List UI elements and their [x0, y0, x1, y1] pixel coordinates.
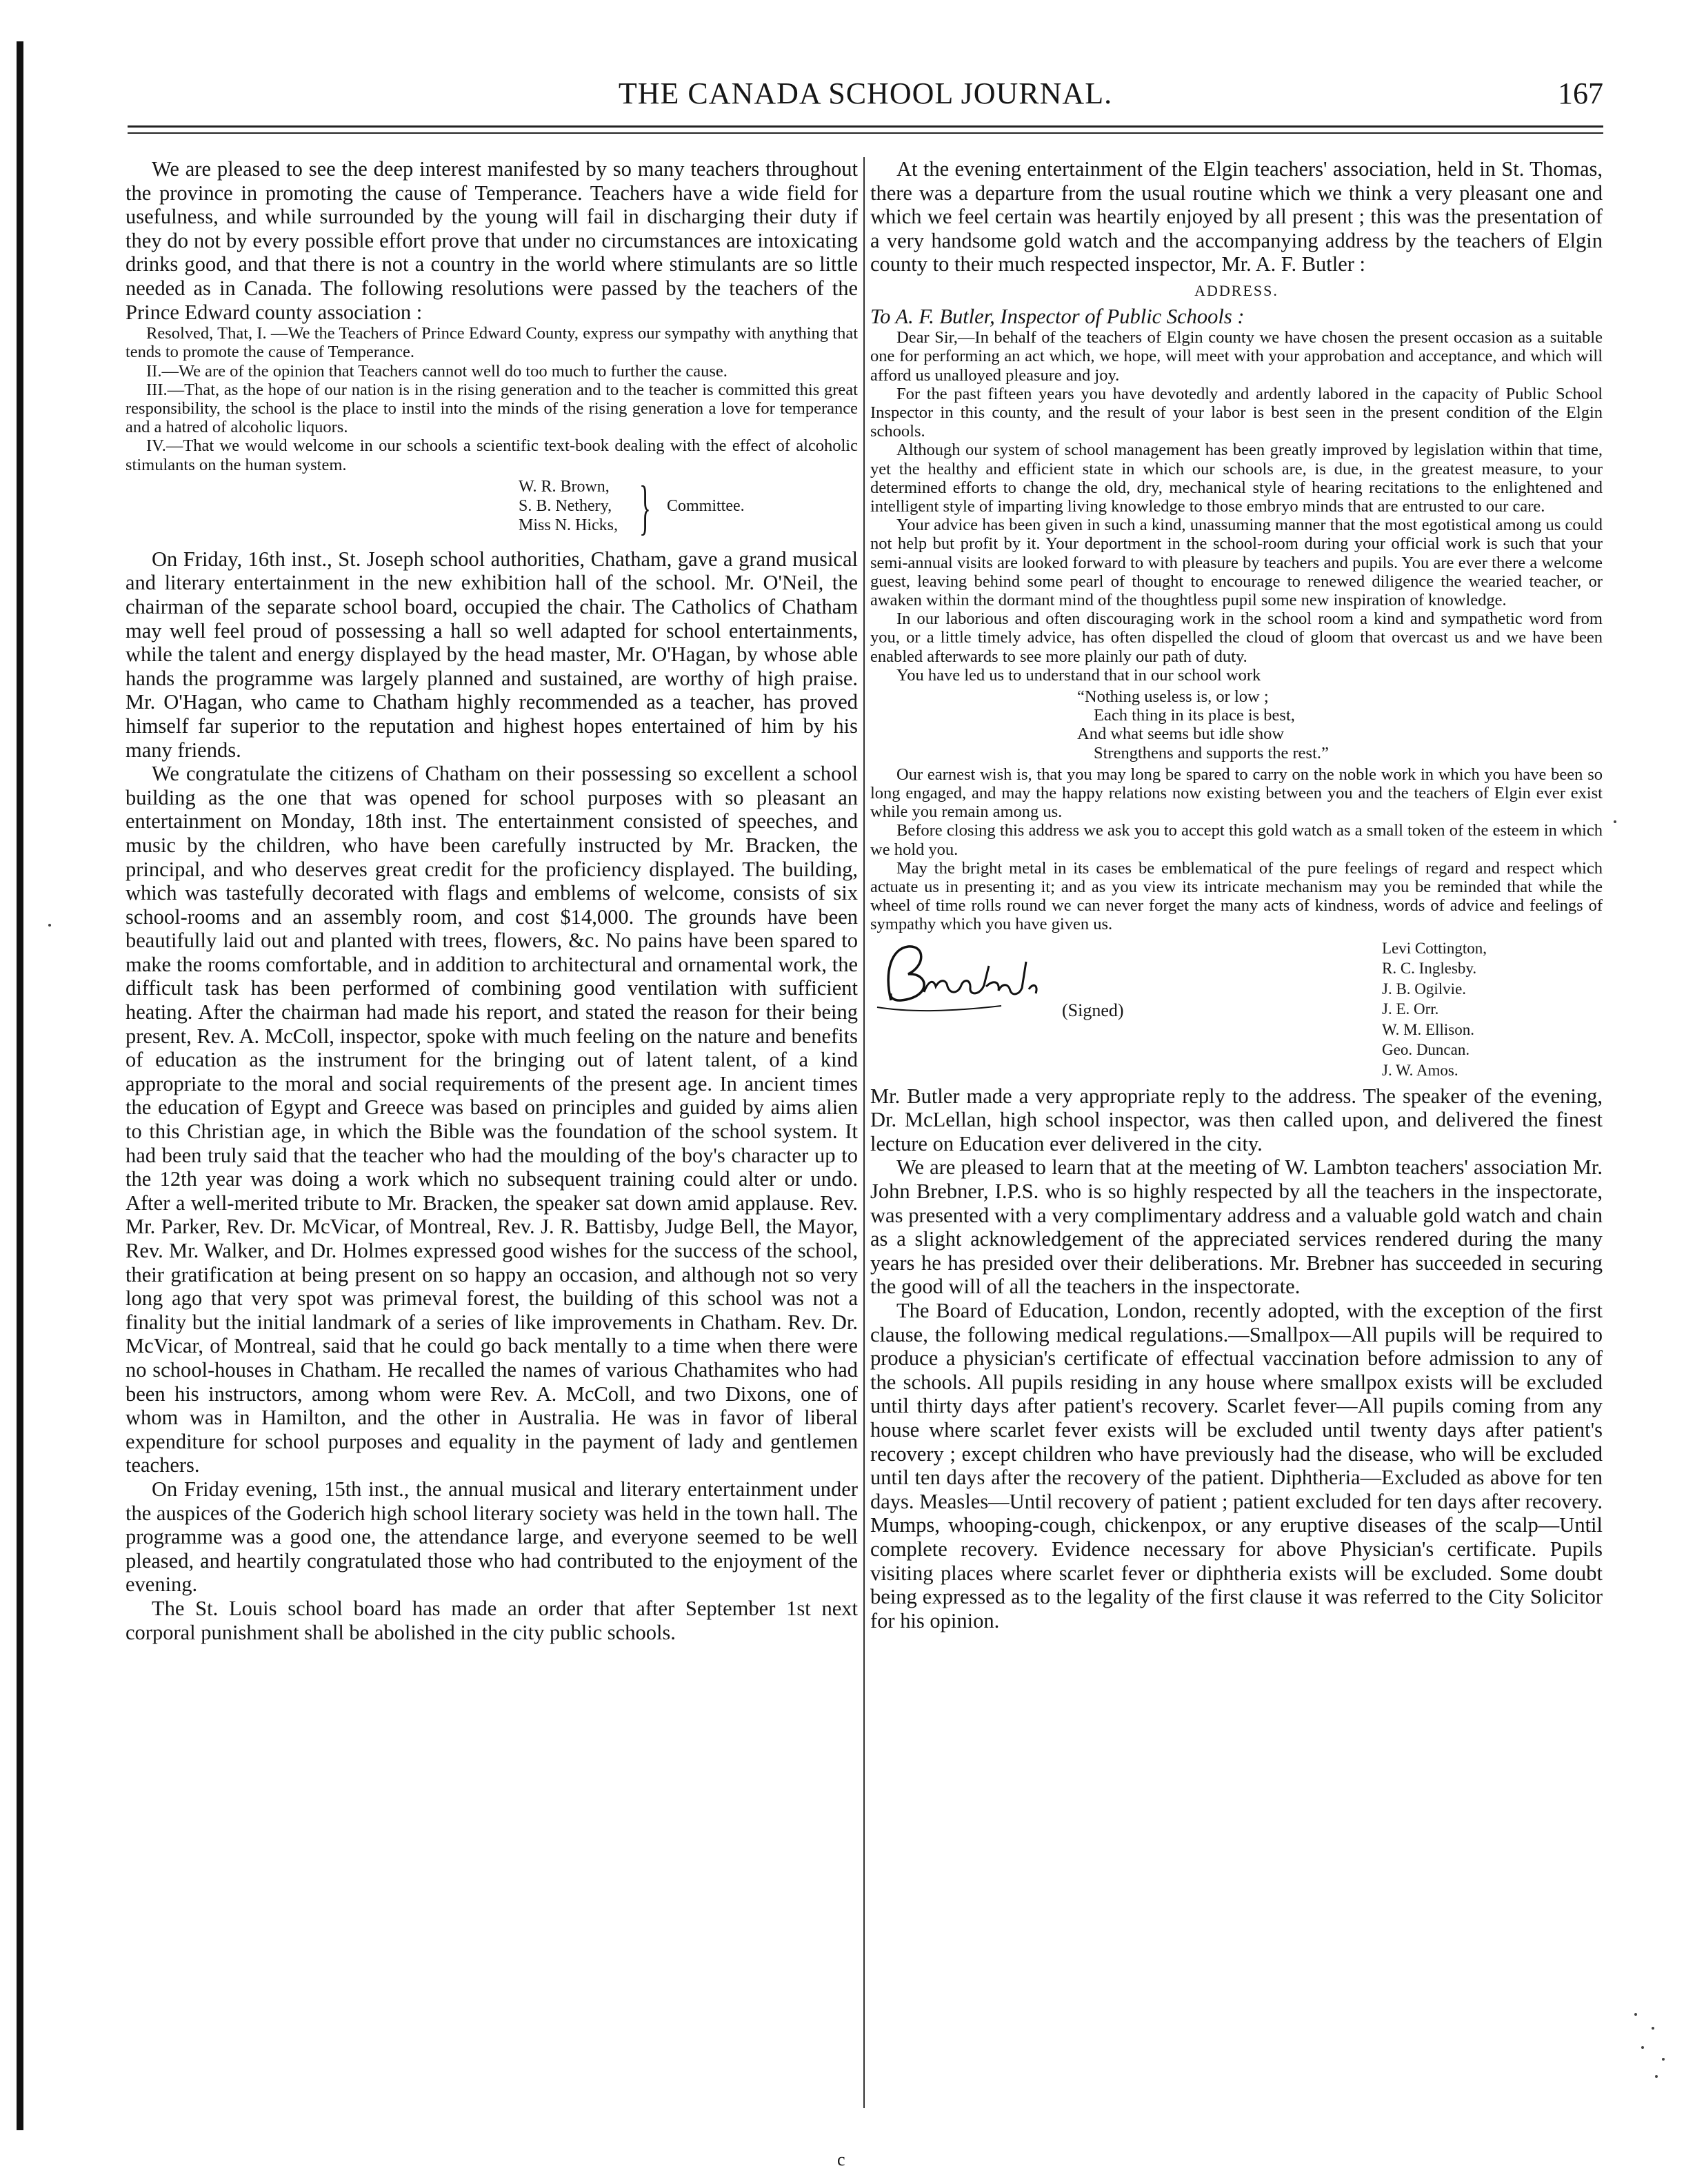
poem-line: Each thing in its place is best, [1094, 706, 1295, 725]
address-body [870, 328, 1603, 934]
committee-member: S. B. Nethery, [519, 496, 612, 515]
right-column [870, 157, 1603, 1632]
page-number: 167 [1558, 77, 1603, 110]
committee-member: Miss N. Hicks, [519, 516, 619, 534]
signer: Geo. Duncan. [1382, 1041, 1470, 1059]
signer: J. W. Amos. [1382, 1061, 1458, 1079]
address-paragraph: Our earnest wish is, that you may long be spared to carry on the noble work in which you have been so long engaged, and may the happy relations now existing between you and the teachers of Elgin ever exist while you remain among us. [870, 765, 1603, 822]
resolution-1: Resolved, That, I. —We the Teachers of Prince Edward County, express our sympathy with anything that tends to promote the cause of Temperance. [126, 324, 858, 362]
print-speck [1662, 2058, 1665, 2061]
committee-label: Committee. [667, 496, 745, 515]
address-signatures [870, 938, 1603, 1082]
lambton-paragraph: We are pleased to learn that at the meeting of W. Lambton teachers' association Mr. John Brebner, I.P.S. who is so highly respected by all the teachers in the inspectorate, was presented with a very complimentary address and a valuable gold watch and chain as a slight acknowledgement of the appreciated services rendered during the many years he has presided over their deliberations. Mr. Brebner has succeeded in securing the good will of all the teachers in the inspectorate. [870, 1155, 1603, 1299]
chatham-st-joseph-paragraph: On Friday, 16th inst., St. Joseph school authorities, Chatham, gave a grand musical and literary entertainment in the new exhibition hall of the school. Mr. O'Neil, the chairman of the separate school board, occupied the chair. The Catholics of Chatham may well feel proud of possessing a hall so well adapted for school entertainments, while the talent and energy displayed by the head master, Mr. O'Hagan, by whose able hands the programme was largely planned and sustained, are worthy of high praise. Mr. O'Hagan, who came to Chatham highly recommended as a teacher, has proved himself far superior to the reputation and highest hopes entertained of him by his many friends. [126, 547, 858, 762]
signer: R. C. Inglesby. [1382, 960, 1477, 978]
address-paragraph: Before closing this address we ask you to accept this gold watch as a small token of the esteem in which we hold you. [870, 821, 1603, 859]
journal-title: THE CANADA SCHOOL JOURNAL. [618, 77, 1113, 110]
address-salutation: To A. F. Butler, Inspector of Public Schools : [870, 304, 1245, 328]
left-column [126, 157, 858, 1644]
page-header [128, 74, 1603, 123]
print-speck [1652, 2027, 1654, 2030]
address-paragraph: May the bright metal in its cases be emblematical of the pure feelings of regard and respect which actuate us in presenting it; and as you view its intricate mechanism may you be reminded that while the wheel of time rolls round we can never forget the many acts of kindness, words of advice and feelings of sympathy which you have given us. [870, 858, 1603, 934]
brace: } [639, 474, 651, 541]
poem-quote [1077, 687, 1603, 762]
address-paragraph: Your advice has been given in such a kind, unassuming manner that the most egotistical among us could not help but profit by it. Your deportment in the school-room during your official work is such that your semi-annual visits are looked forward to with pleasure by teachers and pupils. You are ever there a welcome guest, leaving behind some pearl of thought to encourage to renewed diligence the wearied teacher, or awaken within the dormant mind of the thoughtless pupil some new inspiration of knowledge. [870, 516, 1603, 609]
address-paragraph: You have led us to understand that in our school work [896, 665, 1261, 685]
signer: W. M. Ellison. [1382, 1020, 1474, 1038]
committee-signatures [126, 474, 858, 543]
poem-line: “Nothing useless is, or low ; [1077, 687, 1269, 707]
handwritten-signature [870, 931, 1043, 1021]
address-paragraph: For the past fifteen years you have devotedly and ardently labored in the capacity of Public School Inspector in this county, and the result of your labor is best seen in the present condition of the Elgin schools. [870, 384, 1603, 441]
resolution-4: IV.—That we would welcome in our schools a scientific text-book dealing with the effect of alcoholic stimulants on the human system. [126, 436, 858, 474]
resolution-3: III.—That, as the hope of our nation is in the rising generation and to the teacher is committed this great responsibility, the school is the place to instil into the minds of the rising generation a love for temperance and a hatred of alcoholic liquors. [126, 380, 858, 437]
print-speck [48, 924, 51, 927]
signed-label: (Signed) [1062, 1000, 1124, 1020]
print-speck [1634, 2013, 1637, 2016]
poem-line: And what seems but idle show [1077, 725, 1285, 744]
print-speck [1641, 2046, 1644, 2049]
binding-edge [17, 41, 23, 2130]
resolution-2: II.—We are of the opinion that Teachers cannot well do too much to further the cause. [146, 361, 728, 381]
print-speck [1655, 2075, 1658, 2078]
butler-reply-paragraph: Mr. Butler made a very appropriate reply to the address. The speaker of the evening, Dr. McLellan, high school inspector, was then called upon, and delivered the finest lecture on Education ever delivered in the city. [870, 1084, 1603, 1155]
address-heading: ADDRESS. [1194, 281, 1278, 299]
signer: J. B. Ogilvie. [1382, 980, 1467, 998]
temperance-paragraph: We are pleased to see the deep interest manifested by so many teachers throughout the province in promoting the cause of Temperance. Teachers have a wide field for usefulness, and while surrounded by the young will fail in discharging their duty if they do not by every possible effort prove that under no circumstances are intoxicating drinks good, and that there is not a country in the world where stimulants are so little needed as in Canada. The following resolutions were passed by the teachers of the Prince Edward county association : [126, 157, 858, 324]
elgin-paragraph: At the evening entertainment of the Elgin teachers' association, held in St. Thomas, there was a departure from the usual routine which we think a very pleasant one and which we feel certain was heartily enjoyed by all present ; this was the presentation of a very handsome gold watch and the accompanying address by the teachers of Elgin county to their much respected inspector, Mr. A. F. Butler : [870, 157, 1603, 276]
address-paragraph: In our laborious and often discouraging work in the school room a kind and sympathetic word from you, or a little timely advice, has often dispelled the cloud of gloom that overcast us and we have been enabled afterwards to see more plainly our path of duty. [870, 609, 1603, 666]
goderich-paragraph: On Friday evening, 15th inst., the annual musical and literary entertainment under the auspices of the Goderich high school literary society was held in the town hall. The programme was a good one, the attendance large, and everyone seemed to be well pleased, and heartily congratulated those who had contributed to the enjoyment of the evening. [126, 1477, 858, 1597]
signer: J. E. Orr. [1382, 1000, 1439, 1018]
address-paragraph: Although our system of school management has been greatly improved by legislation within that time, yet the healthy and efficient state in which our schools are, is due, in the greatest measure, to your determined efforts to change the old, dry, mechanical style of hearing recitations to the enlightened and intelligent style of imparting living knowledge to those embryo minds that are entrusted to our care. [870, 441, 1603, 516]
chatham-school-building-paragraph: We congratulate the citizens of Chatham on their possessing so excellent a school building as the one that was opened for school purposes with so pleasant an entertainment on Monday, 18th inst. The entertainment consisted of speeches, and music by the children, who have been carefully instructed by Mr. Bracken, the principal, and who deserves great credit for the proficiency displayed. The building, which was tastefully decorated with flags and emblems of welcome, consists of six school-rooms and an assembly room, and cost $14,000. The grounds have been beautifully laid out and planted with trees, flowers, &c. No pains have been spared to make the rooms comfortable, and in addition to architectural and ornamental work, the difficult task has been performed of combining good ventilation with sufficient heating. After the chairman had made his report, and stated the reason for their being present, Rev. A. McColl, inspector, spoke with much feeling on the nature and benefits of education as the instrument for the bringing out of latent talent, of a kind appropriate to the moral and social requirements of the present age. In ancient times the education of Egypt and Greece was based on principles and guided by aims alien to this Christian age, in which the Bible was the foundation of the school system. It had been truly said that the teacher who had the moulding of the boy's character up to the 12th year was doing a work which no subsequent training could alter or undo. After a well-merited tribute to Mr. Bracken, the speaker sat down amid applause. Rev. Mr. Parker, Rev. Dr. McVicar, of Montreal, Rev. J. R. Battisby, Judge Bell, the Mayor, Rev. Mr. Walker, and Dr. Holmes expressed good wishes for the success of the school, their gratification at being present on so happy an occasion, and although not so very long ago that very spot was primeval forest, the building of this school was not a finality but the initial landmark of a series of like improvements in Chatham. Rev. Dr. McVicar, of Montreal, said that he could go back mentally to a time when there were no school-houses in Chatham. He recalled the names of various Chathamites who had been his instructors, among whom were Rev. A. McColl, and two Dixons, one of whom was in Hamilton, and the other in Australia. He was in favor of liberal expenditure for school purposes and equality in the payment of lady and gentlemen teachers. [126, 762, 858, 1477]
resolutions [126, 324, 858, 474]
header-rule [128, 125, 1603, 128]
signer-list [1382, 938, 1487, 1081]
poem-line: Strengthens and supports the rest.” [1094, 743, 1329, 762]
print-speck [1614, 820, 1616, 823]
footer-mark: c [837, 2150, 845, 2170]
st-louis-paragraph: The St. Louis school board has made an order that after September 1st next corporal punishment shall be abolished in the city public schools. [126, 1596, 858, 1644]
committee-member: W. R. Brown, [519, 477, 610, 496]
address-paragraph: Dear Sir,—In behalf of the teachers of Elgin county we have chosen the present occasion as a suitable one for performing an act which, we hope, will meet with your approbation and acceptance, and which will afford us unalloyed pleasure and joy. [870, 328, 1603, 385]
london-regulations-paragraph: The Board of Education, London, recently adopted, with the exception of the first clause, the following medical regulations.—Smallpox—All pupils will be required to produce a physician's certificate of effectual vaccination before admission to any of the schools. All pupils residing in any house where smallpox exists will be excluded until thirty days after patient's recovery. Scarlet fever—All pupils coming from any house where scarlet fever exists will be excluded until twenty days after patient's recovery ; except children who have previously had the disease, who will be excluded until ten days after the recovery of the patient. Diphtheria—Excluded as above for ten days. Measles—Until recovery of patient ; patient excluded for ten days after recovery. Mumps, whooping-cough, chickenpox, or any eruptive diseases of the scalp—Until complete recovery. Evidence necessary for above Physician's certificate. Pupils visiting places where scarlet fever or diphtheria exists will be excluded. Some doubt being expressed as to the legality of the first clause it was referred to the City Solicitor for his opinion. [870, 1299, 1603, 1632]
signer: Levi Cottington, [1382, 939, 1487, 957]
header-rule-thin [128, 132, 1603, 134]
column-divider [863, 157, 865, 2108]
